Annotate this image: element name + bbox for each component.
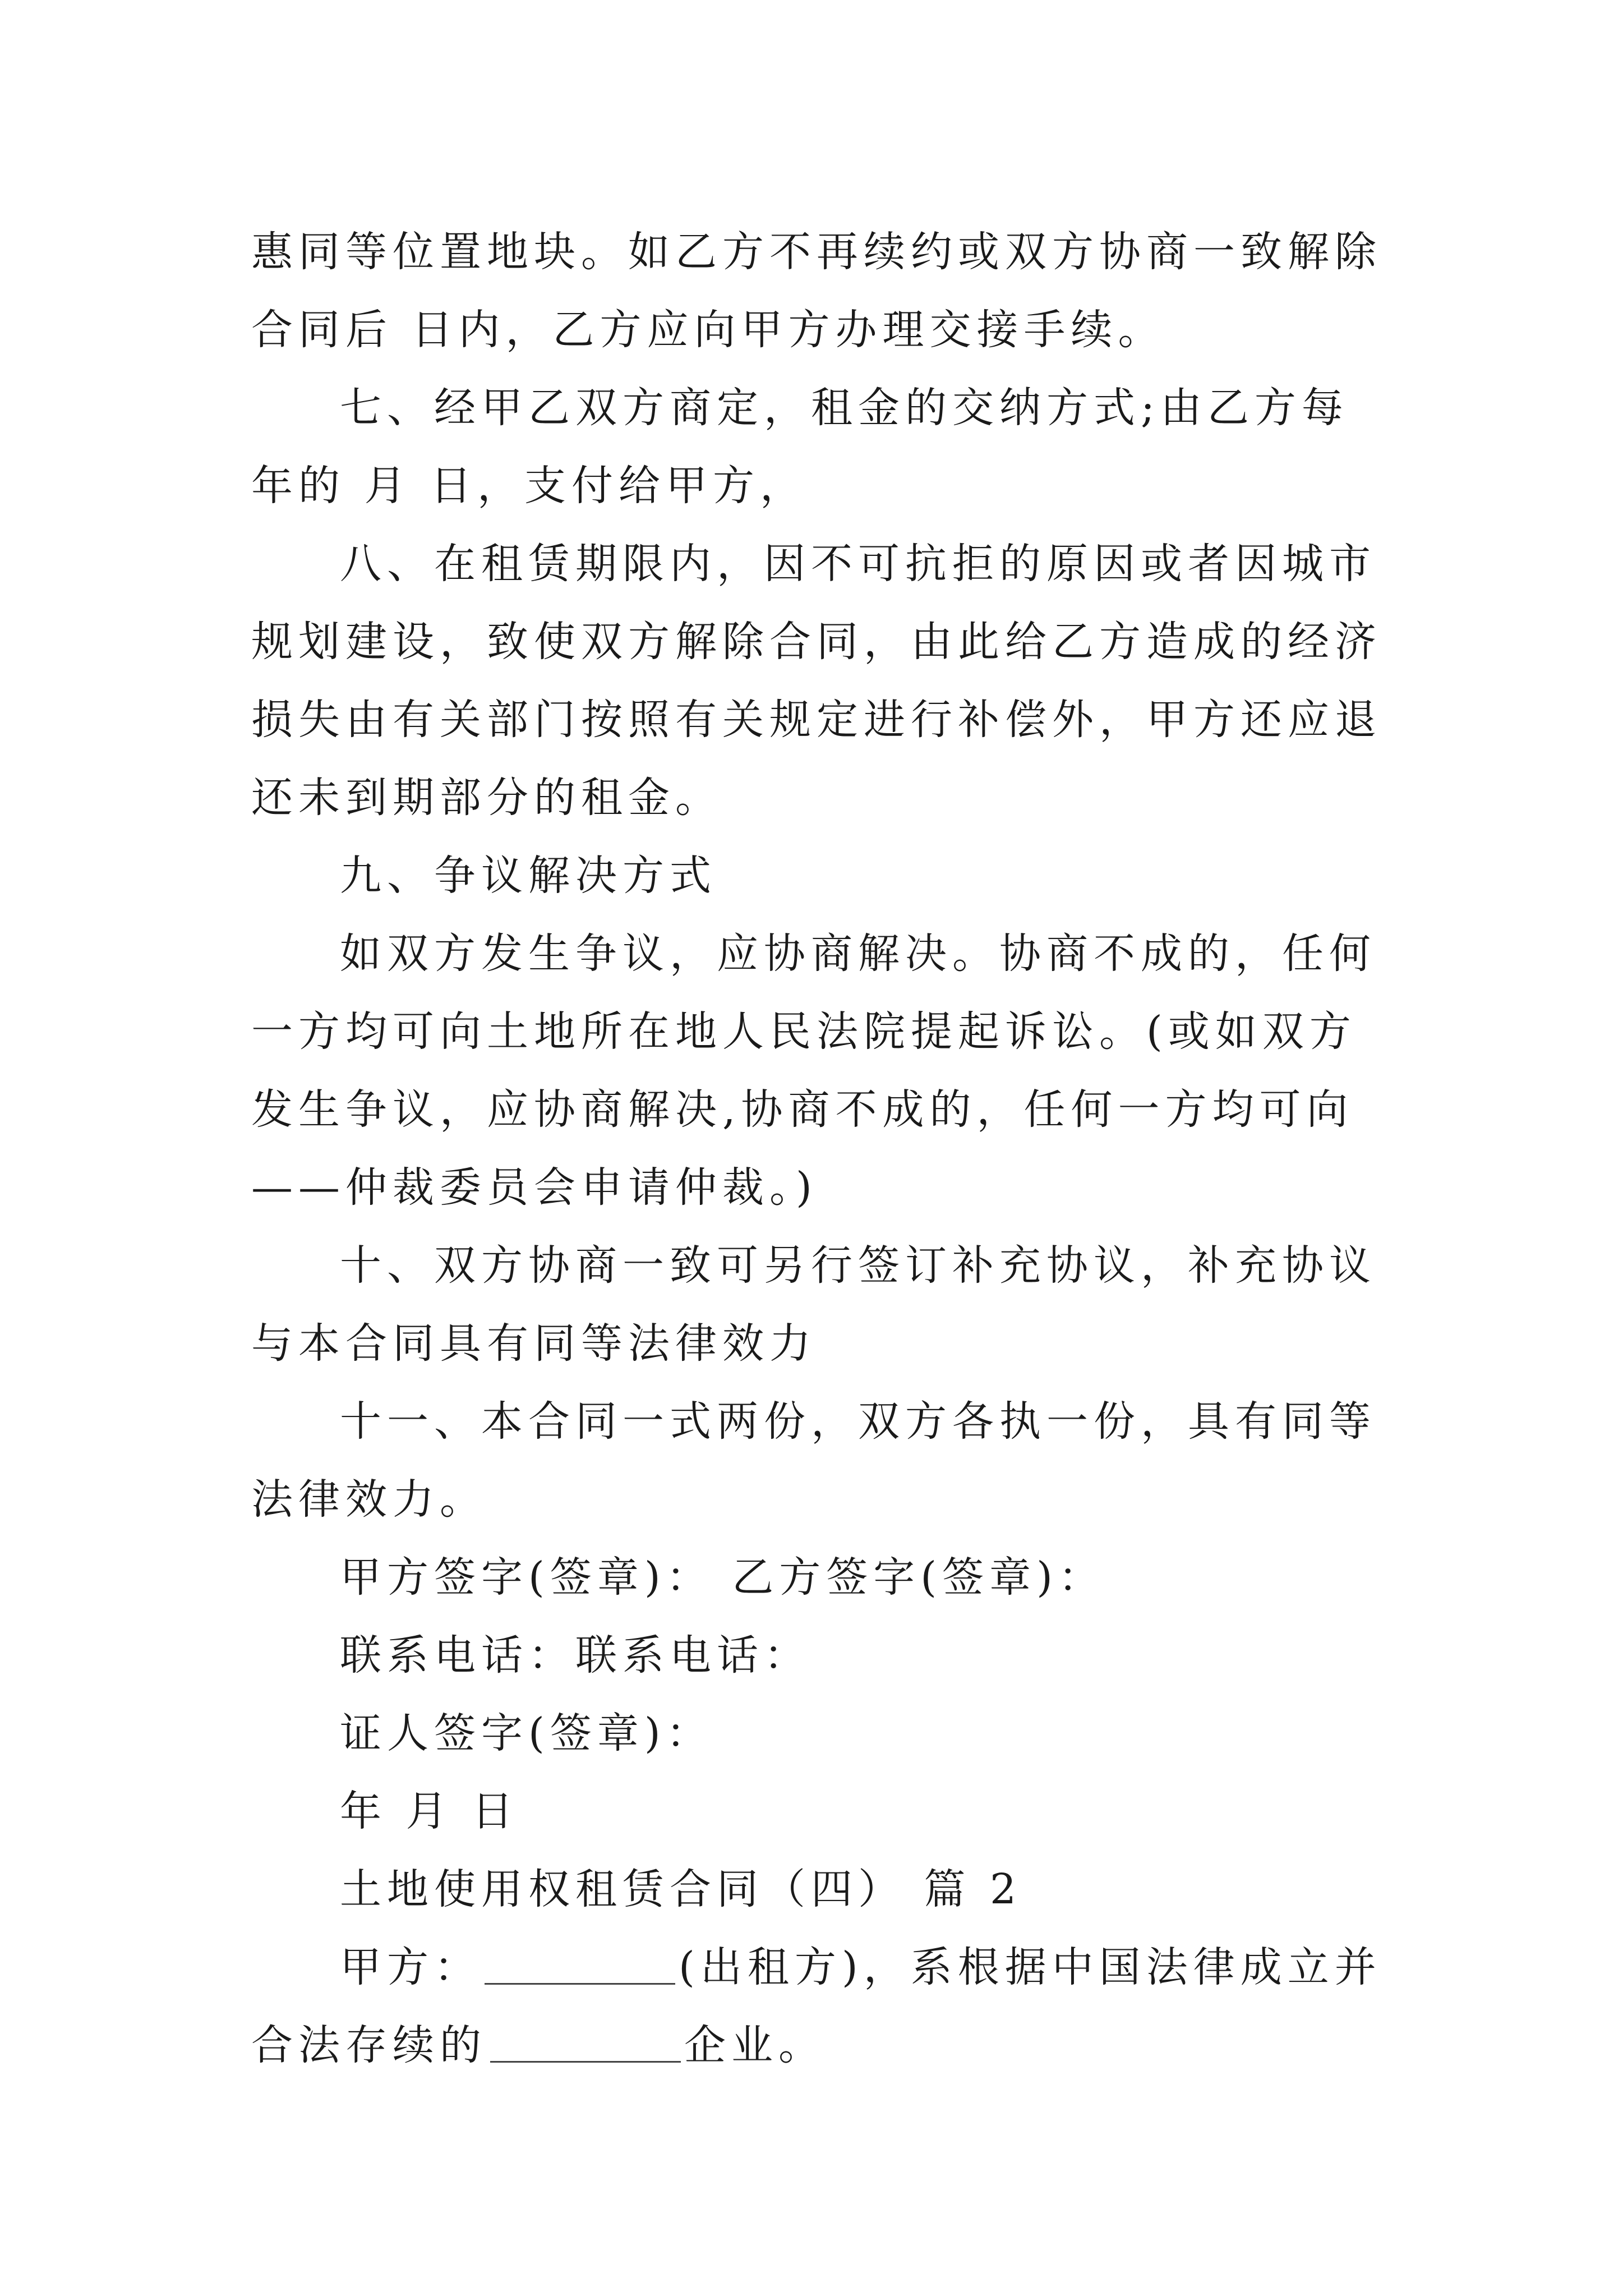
party-a-label: 甲方： <box>340 1943 481 1991</box>
section-title: 土地使用权租赁合同（四） 篇 2 <box>340 1865 1022 1913</box>
clause-9-heading: 九、争议解决方式 <box>340 852 717 900</box>
blank-line <box>490 2060 681 2063</box>
contract-body <box>251 213 1395 2085</box>
party-a-end: 企业。 <box>684 2021 826 2069</box>
clause-8-force-majeure: 八、在租赁期限内，因不可抗拒的原因或者因城市规划建设，致使双方解除合同，由此给乙方造成的经济损失由有关部门按照有关规定进行补偿外，甲方还应退还未到期部分的租金。 <box>251 540 1382 822</box>
signing-date: 年 月 日 <box>340 1787 519 1835</box>
witness-signature: 证人签字(签章)： <box>340 1709 713 1757</box>
signature-parties: 甲方签字(签章)： 乙方签字(签章)： <box>340 1553 1106 1602</box>
clause-10-supplement: 十、双方协商一致可另行签订补充协议，补充协议与本合同具有同等法律效力 <box>251 1241 1376 1368</box>
clause-9-dispute-text: 如双方发生争议，应协商解决。协商不成的，任何一方均可向土地所在地人民法院提起诉讼。(或如双方发生争议，应协商解决,协商不成的，任何一方均可向——仲裁委员会申请仲裁。) <box>251 930 1376 1212</box>
blank-line <box>485 1982 675 1985</box>
party-a-desc: (出租方)，系根据中国法律成立并合法存续的 <box>251 1943 1382 2069</box>
paragraph-handover: 惠同等位置地块。如乙方不再续约或双方协商一致解除合同后 日内，乙方应向甲方办理交接手续。 <box>251 228 1382 354</box>
clause-7-rent-payment: 七、经甲乙双方商定，租金的交纳方式;由乙方每年的 月 日，支付给甲方， <box>251 384 1349 510</box>
party-a-intro <box>251 1929 1395 2085</box>
clause-11-copies: 十一、本合同一式两份，双方各执一份，具有同等法律效力。 <box>251 1397 1376 1524</box>
contact-phones: 联系电话：联系电话： <box>340 1631 811 1680</box>
